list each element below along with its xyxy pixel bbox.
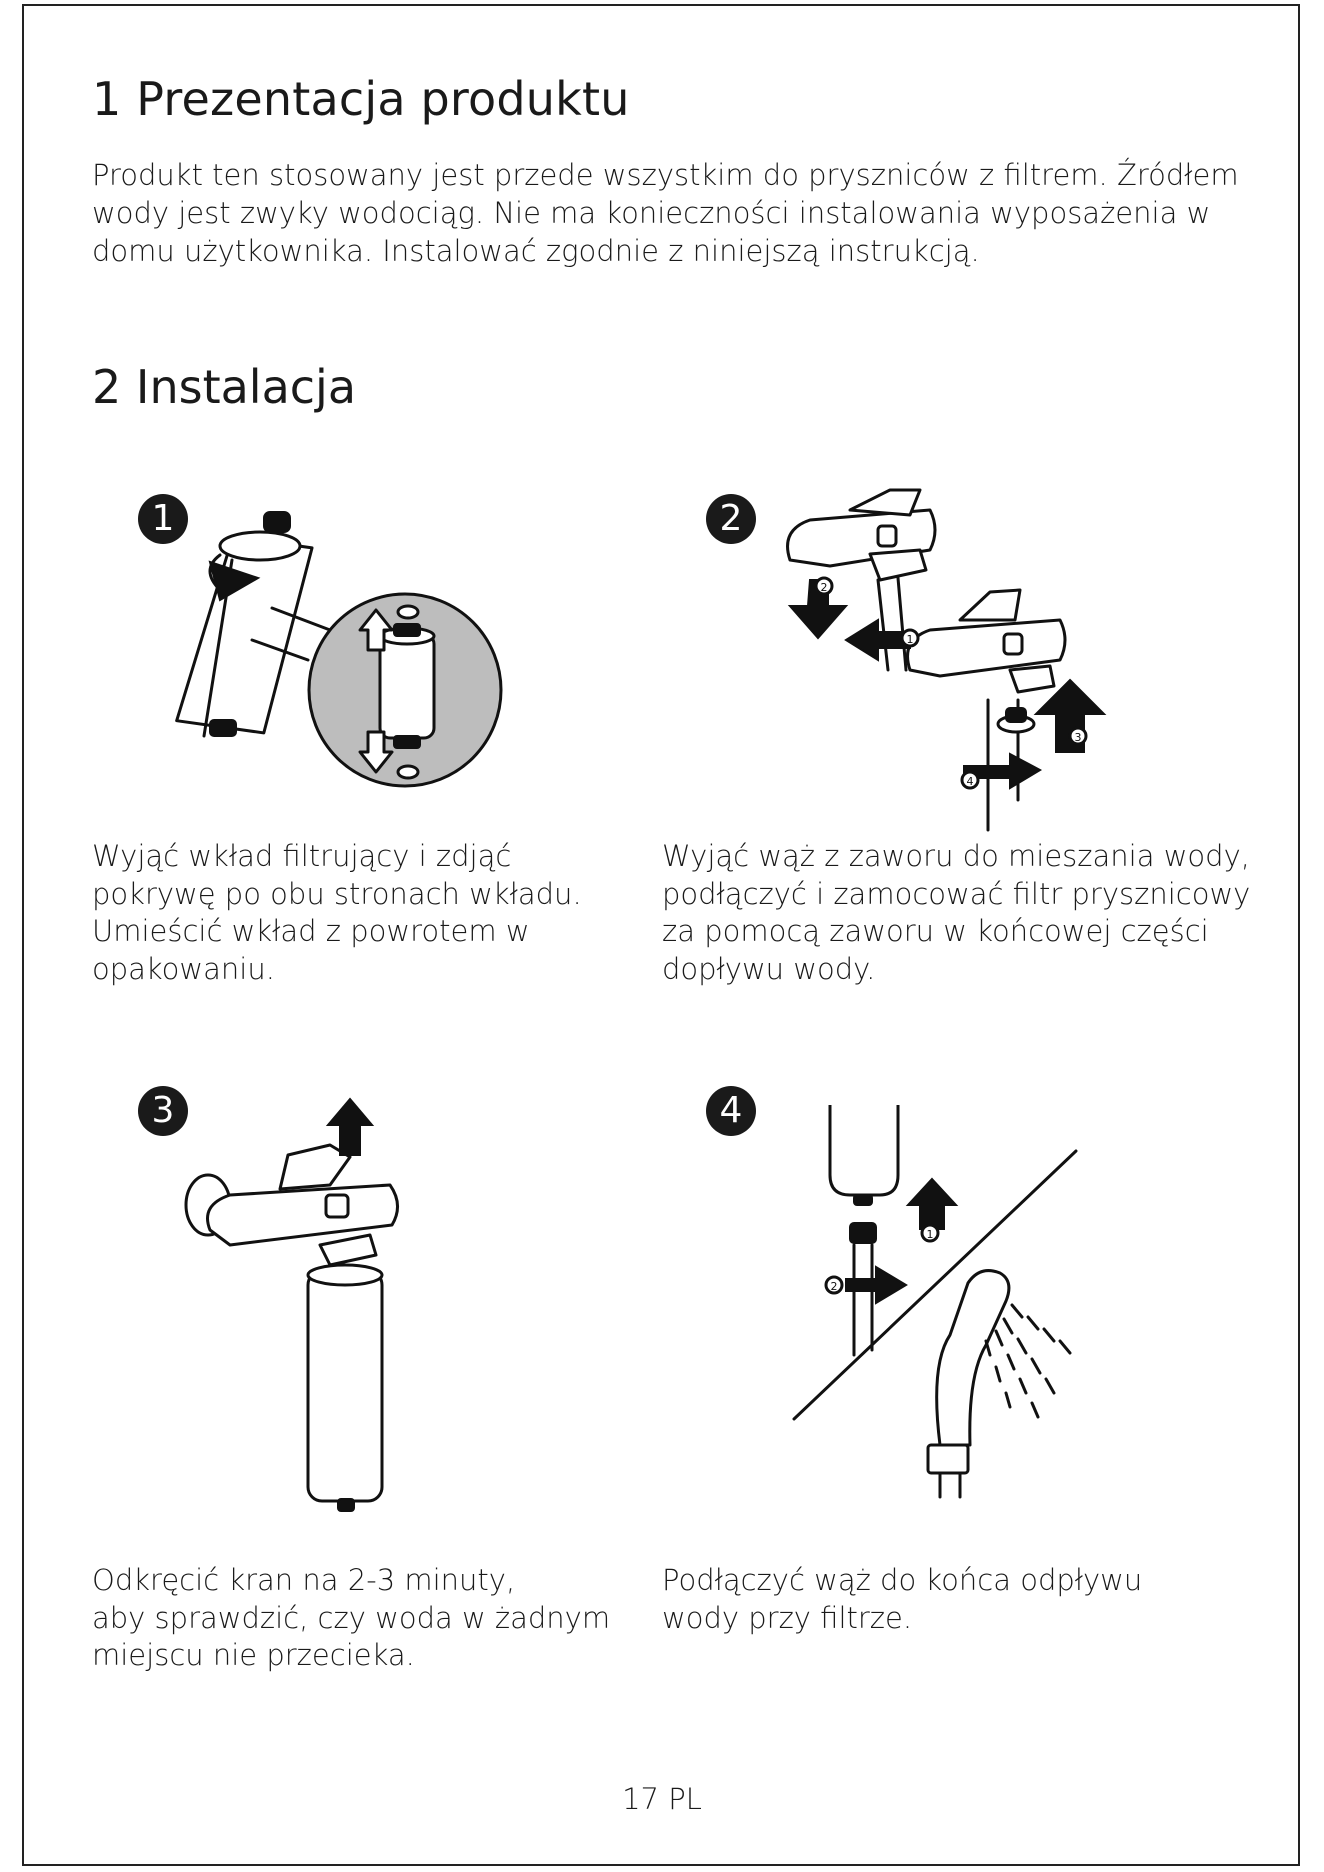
step-4-callout-2: 2 bbox=[830, 1280, 838, 1293]
step-3-number: 3 bbox=[138, 1086, 188, 1136]
section-2-title: 2 Instalacja bbox=[92, 360, 357, 414]
step-1-number: 1 bbox=[138, 494, 188, 544]
step-2-callout-3: 3 bbox=[1074, 731, 1082, 744]
step-4-caption: Podłączyć wąż do końca odpływu wody przy filtrze. bbox=[662, 1563, 1143, 1635]
page-number: 17 PL bbox=[622, 1782, 702, 1816]
step-2-number: 2 bbox=[706, 494, 756, 544]
step-2-callout-2: 2 bbox=[820, 581, 828, 594]
step-2-illustration bbox=[770, 470, 1130, 830]
step-3-illustration bbox=[180, 1095, 420, 1505]
step-2-caption: Wyjąć wąż z zaworu do mieszania wody, podłączyć i zamocować filtr prysznicowy za pomocą zaworu w końcowej części dopływu wody. bbox=[662, 839, 1251, 986]
step-4-illustration bbox=[790, 1105, 1120, 1505]
step-4-number: 4 bbox=[706, 1086, 756, 1136]
step-1-caption: Wyjąć wkład filtrujący i zdjąć pokrywę po obu stronach wkładu. Umieścić wkład z powrotem w opakowaniu. bbox=[92, 839, 582, 986]
step-4-callout-1: 1 bbox=[926, 1228, 934, 1241]
section-1-title: 1 Prezentacja produktu bbox=[92, 72, 630, 126]
section-1-body: Produkt ten stosowany jest przede wszystkim do pryszniców z filtrem. Źródłem wody jest zwyky wodociąg. Nie ma konieczności instalowania wyposażenia w domu użytkownika. Instalować zgodnie z niniejszą instrukcją. bbox=[92, 158, 1239, 268]
step-2-callout-4: 4 bbox=[966, 775, 974, 788]
step-3-caption: Odkręcić kran na 2-3 minuty, aby sprawdzić, czy woda w żadnym miejscu nie przecieka. bbox=[92, 1563, 611, 1672]
step-1-illustration bbox=[180, 500, 520, 800]
step-2-callout-1: 1 bbox=[906, 633, 914, 646]
